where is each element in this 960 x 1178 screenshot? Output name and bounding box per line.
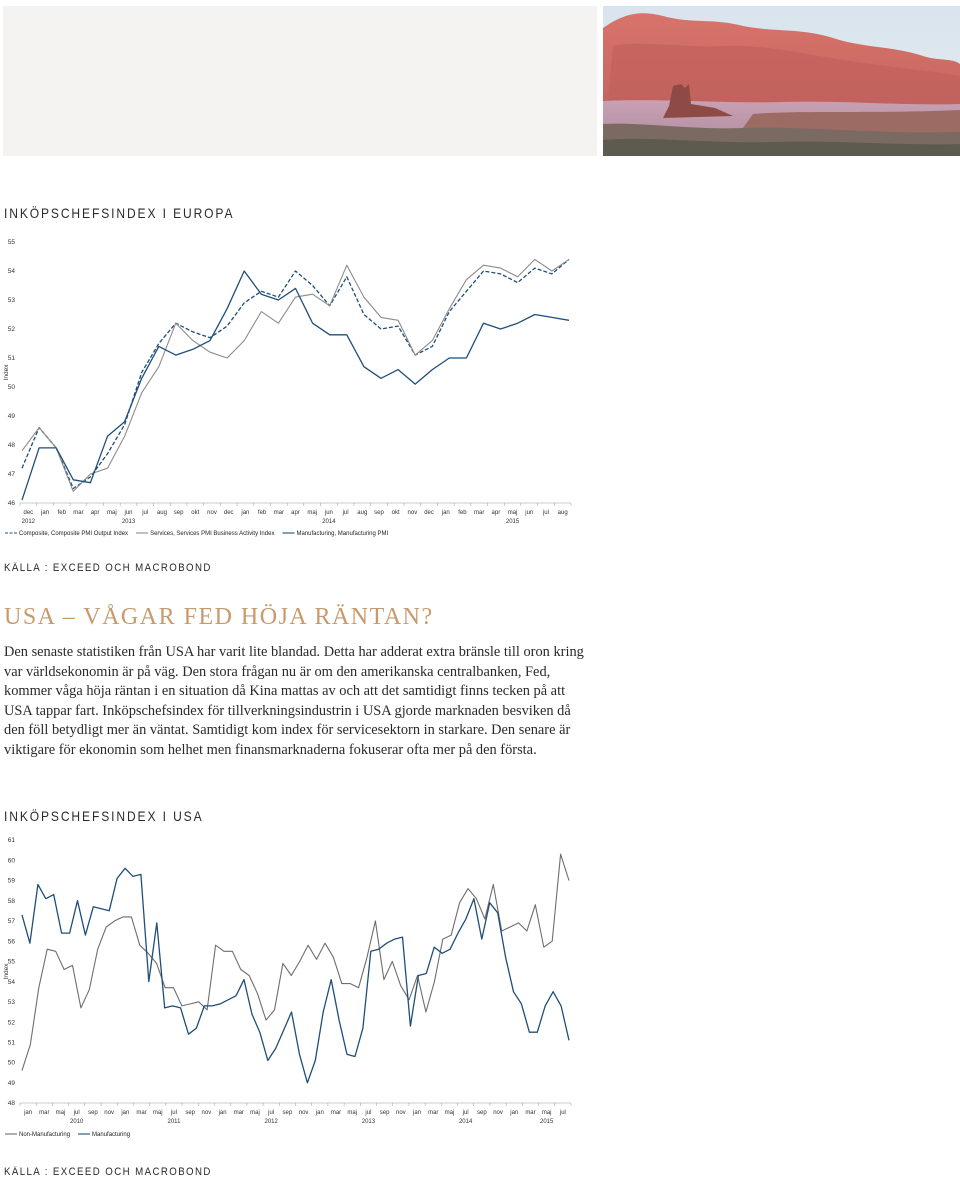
x-tick-label: jan	[41, 510, 50, 516]
x-tick-label: jan	[413, 1110, 422, 1116]
series-line-manufacturing-manufacturing-pmi	[22, 271, 569, 500]
x-tick-label: dec	[23, 510, 34, 516]
y-tick-label: 51	[7, 355, 15, 363]
y-tick-label: 54	[7, 268, 15, 276]
x-tick-label: mar	[525, 1110, 536, 1116]
x-tick-label: maj	[55, 1110, 66, 1116]
y-tick-label: 56	[7, 938, 15, 946]
y-axis-label: Index	[3, 963, 10, 980]
x-tick-label: mar	[330, 1110, 342, 1116]
y-tick-label: 54	[7, 978, 15, 986]
canyon-illustration	[603, 6, 960, 156]
y-tick-label: 55	[7, 958, 15, 966]
y-tick-label: 55	[7, 239, 15, 247]
usa-pmi-chart	[0, 833, 575, 1148]
x-tick-label: nov	[407, 510, 418, 516]
x-tick-label: nov	[298, 1110, 309, 1116]
x-tick-label: apr	[291, 510, 300, 516]
x-tick-label: apr	[491, 510, 501, 516]
x-tick-label: aug	[557, 510, 568, 516]
y-tick-label: 48	[7, 1100, 15, 1108]
x-tick-label: okt	[391, 510, 400, 516]
x-year-label: 2012	[264, 1119, 278, 1125]
y-tick-label: 48	[7, 442, 15, 450]
y-tick-label: 60	[7, 857, 15, 865]
y-tick-label: 59	[7, 877, 15, 885]
x-tick-label: sep	[477, 1110, 487, 1116]
series-line-non-manufacturing	[22, 854, 569, 1070]
x-tick-label: dec	[223, 510, 234, 516]
x-tick-label: sep	[88, 1110, 98, 1116]
y-tick-label: 46	[7, 500, 15, 508]
x-tick-label: maj	[307, 510, 318, 516]
x-tick-label: feb	[257, 510, 267, 516]
x-tick-label: apr	[90, 510, 100, 516]
x-tick-label: feb	[458, 510, 467, 516]
x-tick-label: sep	[379, 1110, 390, 1116]
x-tick-label: sep	[185, 1110, 196, 1116]
article-heading: USA – VÅGAR FED HÖJA RÄNTAN?	[4, 604, 434, 630]
x-tick-label: sep	[173, 510, 184, 516]
x-tick-label: jan	[441, 510, 450, 516]
x-year-label: 2013	[361, 1119, 376, 1125]
x-year-label: 2010	[70, 1119, 84, 1125]
x-tick-label: mar	[273, 510, 284, 516]
x-tick-label: sep	[282, 1110, 293, 1116]
legend-label: Non-Manufacturing	[19, 1132, 71, 1139]
x-tick-label: maj	[250, 1110, 260, 1116]
y-tick-label: 58	[7, 897, 15, 905]
article-body: Den senaste statistiken från USA har varit lite blandad. Detta har adderat extra bränsle till oron kring var världsekonomin är på väg. Den stora frågan nu är om den amerikanska centralbanken, Fed, kommer våga höja räntan i en situation då Kina mattas av och att det samtidigt finns tecken på att USA tappar fart. Inköpschefsindex för tillverkningsindustrin i USA gjorde marknaden besviken då den föll betydligt mer än väntat. Samtidigt kom index för servicesektorn in starkare. Den senare är viktigare för ekonomin som helhet men finansmarknaderna fokuserar ofta mer på den första.	[4, 644, 584, 758]
y-tick-label: 49	[7, 413, 15, 421]
y-tick-label: 49	[7, 1079, 15, 1087]
y-tick-label: 50	[7, 1059, 15, 1067]
x-tick-label: mar	[428, 1110, 439, 1116]
x-tick-label: jul	[342, 510, 349, 516]
y-tick-label: 53	[7, 999, 15, 1007]
x-year-label: 2015	[540, 1119, 554, 1125]
x-tick-label: jul	[462, 1110, 469, 1116]
x-year-label: 2011	[167, 1119, 181, 1125]
y-tick-label: 47	[7, 471, 15, 479]
legend-label: Composite, Composite PMI Output Index	[19, 531, 129, 538]
x-tick-label: jun	[124, 510, 133, 516]
europe-pmi-chart	[0, 232, 575, 577]
landscape-photo	[603, 6, 960, 156]
x-tick-label: mar	[473, 510, 485, 516]
x-tick-label: nov	[493, 1110, 503, 1116]
x-year-label: 2012	[21, 519, 36, 525]
x-tick-label: maj	[106, 510, 117, 516]
x-tick-label: nov	[207, 510, 217, 516]
series-line-composite-composite-pmi-output-index	[22, 259, 569, 488]
y-tick-label: 50	[7, 384, 15, 392]
x-tick-label: jul	[142, 510, 149, 516]
x-year-label: 2014	[322, 519, 336, 525]
x-tick-label: jul	[559, 1110, 566, 1116]
x-tick-label: jul	[73, 1110, 80, 1116]
series-line-manufacturing	[22, 868, 569, 1083]
y-tick-label: 53	[7, 297, 15, 305]
x-tick-label: nov	[395, 1110, 406, 1116]
x-tick-label: jul	[170, 1110, 177, 1116]
x-tick-label: nov	[201, 1110, 212, 1116]
x-tick-label: feb	[57, 510, 66, 516]
x-tick-label: sep	[374, 510, 384, 516]
legend-label: Services, Services PMI Business Activity Index	[150, 531, 275, 538]
x-tick-label: dec	[424, 510, 434, 516]
x-tick-label: jun	[324, 510, 333, 516]
x-tick-label: maj	[444, 1110, 455, 1116]
usa-section-title: INKÖPSCHEFSINDEX I USA	[4, 808, 204, 824]
legend-label: Manufacturing, Manufacturing PMI	[296, 531, 389, 538]
y-tick-label: 61	[7, 837, 15, 845]
y-tick-label: 52	[7, 1019, 15, 1027]
x-tick-label: jul	[268, 1110, 275, 1116]
series-line-services-services-pmi-business-activity-index	[22, 259, 569, 491]
x-tick-label: nov	[104, 1110, 114, 1116]
x-year-label: 2014	[458, 1119, 473, 1125]
x-tick-label: mar	[39, 1110, 50, 1116]
europe-section-title: INKÖPSCHEFSINDEX I EUROPA	[4, 205, 235, 221]
x-tick-label: maj	[507, 510, 518, 516]
x-tick-label: maj	[347, 1110, 358, 1116]
x-year-label: 2015	[505, 519, 520, 525]
y-tick-label: 52	[7, 326, 15, 334]
x-year-label: 2013	[121, 519, 136, 525]
x-tick-label: okt	[191, 510, 200, 516]
y-tick-label: 57	[7, 918, 15, 926]
x-tick-label: maj	[541, 1110, 552, 1116]
x-tick-label: jan	[510, 1110, 519, 1116]
y-axis-label: Index	[3, 364, 10, 381]
gray-banner-block	[3, 6, 597, 156]
x-tick-label: maj	[152, 1110, 163, 1116]
x-tick-label: aug	[156, 510, 167, 516]
legend-label: Manufacturing	[92, 1132, 131, 1139]
x-tick-label: jan	[121, 1110, 130, 1116]
y-tick-label: 51	[7, 1039, 15, 1047]
x-tick-label: jul	[542, 510, 549, 516]
x-tick-label: jan	[315, 1110, 324, 1116]
x-tick-label: mar	[73, 510, 84, 516]
x-tick-label: jul	[365, 1110, 372, 1116]
x-tick-label: mar	[136, 1110, 147, 1116]
x-tick-label: jan	[218, 1110, 227, 1116]
usa-chart-source: KÄLLA : EXCEED OCH MACROBOND	[4, 1166, 212, 1178]
europe-chart-source: KÄLLA : EXCEED OCH MACROBOND	[4, 562, 212, 574]
x-tick-label: jun	[525, 510, 534, 516]
x-tick-label: aug	[357, 510, 368, 516]
x-tick-label: jan	[241, 510, 250, 516]
x-tick-label: mar	[233, 1110, 244, 1116]
x-tick-label: jan	[24, 1110, 33, 1116]
